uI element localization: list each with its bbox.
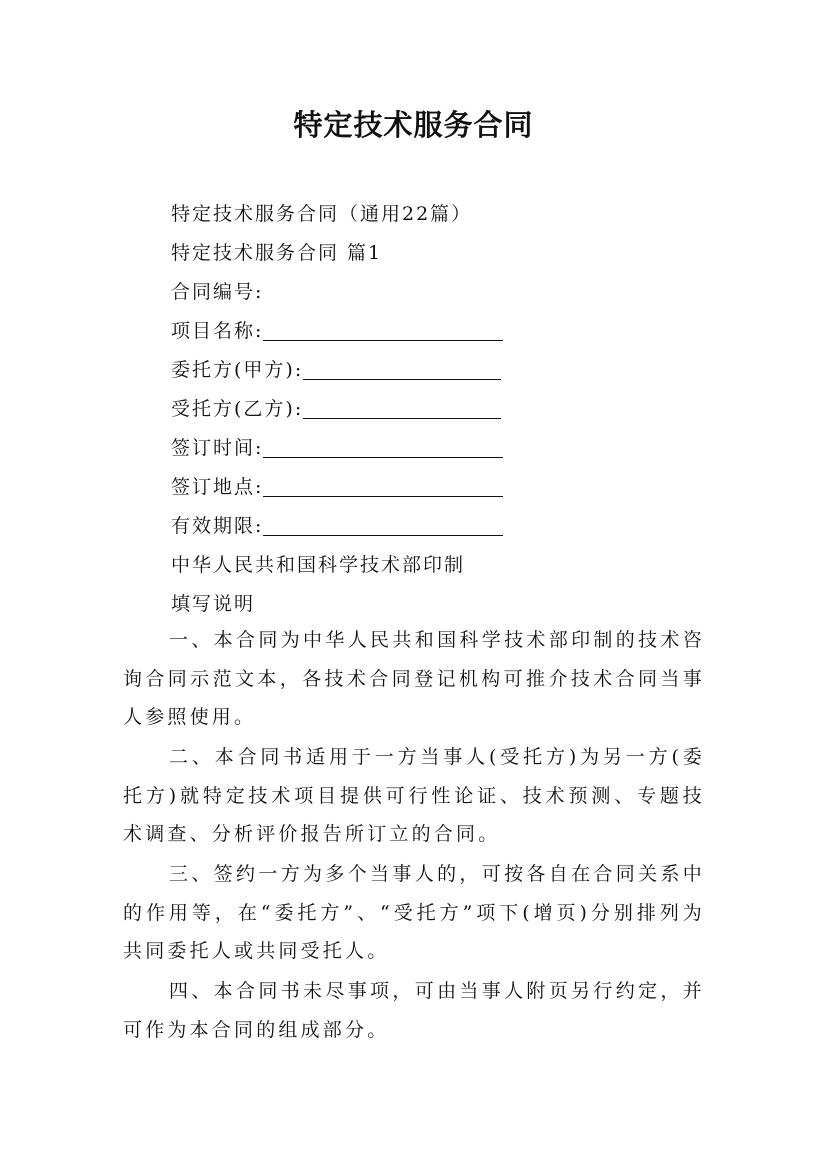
chapter-heading: 特定技术服务合同 篇1 bbox=[171, 242, 383, 264]
field-label: 受托方(乙方): bbox=[171, 398, 304, 420]
field-project-name bbox=[171, 316, 503, 343]
blank-line bbox=[303, 398, 501, 419]
field-contractor bbox=[171, 394, 501, 421]
document-subtitle: 特定技术服务合同（通用22篇） bbox=[171, 203, 473, 225]
document-title: 特定技术服务合同 bbox=[293, 108, 534, 142]
instruction-paragraph: 二、本合同书适用于一方当事人(受托方)为另一方(委托方)就特定技术项目提供可行性论证、技术预测、专题技术调查、分析评价报告所订立的合同。 bbox=[123, 746, 705, 845]
contract-number-label: 合同编号: bbox=[171, 281, 264, 303]
field-client bbox=[171, 355, 501, 382]
blank-line bbox=[303, 359, 501, 380]
instructions-heading: 填写说明 bbox=[171, 593, 256, 615]
field-signing-date bbox=[171, 433, 503, 460]
field-label: 有效期限: bbox=[171, 515, 264, 537]
blank-line bbox=[263, 476, 503, 497]
field-label: 委托方(甲方): bbox=[171, 359, 304, 381]
field-label: 签订时间: bbox=[171, 437, 264, 459]
instruction-paragraph: 一、本合同为中华人民共和国科学技术部印制的技术咨询合同示范文本，各技术合同登记机构可推介技术合同当事人参照使用。 bbox=[123, 629, 705, 728]
printer-line: 中华人民共和国科学技术部印制 bbox=[171, 554, 466, 576]
blank-line bbox=[263, 437, 503, 458]
instruction-paragraph: 四、本合同书未尽事项，可由当事人附页另行约定，并可作为本合同的组成部分。 bbox=[123, 980, 705, 1041]
field-signing-place bbox=[171, 472, 503, 499]
field-validity bbox=[171, 511, 503, 538]
instruction-paragraph: 三、签约一方为多个当事人的，可按各自在合同关系中的作用等，在“委托方”、“受托方”项下(增页)分别排列为共同委托人或共同受托人。 bbox=[123, 863, 705, 962]
blank-line bbox=[263, 515, 503, 536]
blank-line bbox=[263, 320, 503, 341]
field-label: 项目名称: bbox=[171, 320, 264, 342]
field-label: 签订地点: bbox=[171, 476, 264, 498]
